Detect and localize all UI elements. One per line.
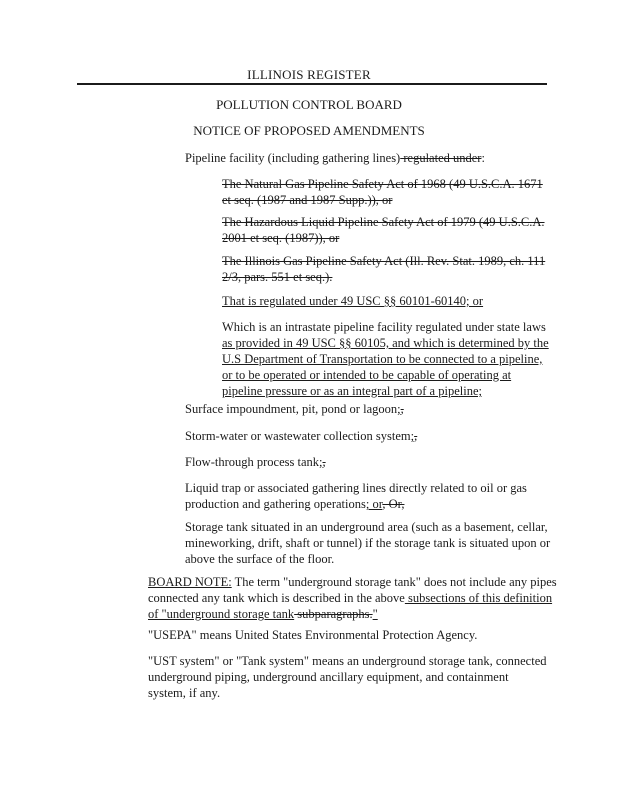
storm-deleted: , [414,429,418,443]
board-note-quote: " [372,607,378,621]
board-note-deleted: subparagraphs. [294,607,373,621]
surface-text: Surface impoundment, pit, pond or lagoon [185,402,398,416]
illinois-gas-act-deleted: The Illinois Gas Pipeline Safety Act (Ill. Rev. Stat. 1989, ch. 111 2/3, pars. 551 et seq.). [222,254,546,284]
usepa-text: "USEPA" means United States Environmental Protection Agency. [148,628,478,642]
intrastate-inserted: as provided in 49 USC §§ 60105, and which is determined by the U.S Department of Transportation to be connected to a pipeline, or to be operated or intended to be capable of operating at pipeline pressure or as an integral part of a pipeline; [222,336,549,398]
header-rule [77,83,547,85]
liquid-trap-item [185,480,530,512]
pipeline-deleted-item-2 [222,214,550,246]
storm-inserted: ; [410,429,415,443]
register-title: ILLINOIS REGISTER [247,67,371,82]
pipeline-intro [185,150,555,166]
pipeline-inserted-item-4 [222,293,550,309]
surface-impoundment-item [185,401,555,417]
board-note [148,574,560,622]
pipeline-deleted-item-3 [222,253,550,285]
flow-through-item [185,454,555,470]
board-note-text: The term "underground storage tank" does not include any pipes connected any tank which is described in the above [148,575,557,605]
flow-text: Flow-through process tank [185,455,320,469]
storage-tank-item [185,519,555,567]
natural-gas-act-deleted: The Natural Gas Pipeline Safety Act of 1968 (49 U.S.C.A. 1671 et seq. (1987 and 1987 Supp.)), or [222,177,543,207]
surface-deleted: , [400,402,404,416]
storage-text: Storage tank situated in an underground area (such as a basement, cellar, mineworking, drift, shaft or tunnel) if the storage tank is situated upon or above the surface of the floor. [185,520,551,566]
board-name: POLLUTION CONTROL BOARD [216,97,402,112]
usc-60101-inserted: That is regulated under 49 USC §§ 60101-60140; or [222,294,484,308]
storm-text: Storm-water or wastewater collection system [185,429,411,443]
pipeline-intro-text: Pipeline facility (including gathering lines) [185,151,401,165]
flow-inserted: ; [319,455,323,469]
storm-water-item [185,428,555,444]
flow-deleted: , [322,455,326,469]
notice-title: NOTICE OF PROPOSED AMENDMENTS [193,123,425,138]
surface-inserted: ; [397,402,401,416]
board-note-inserted: subsections of this definition of "underground storage tank [148,591,553,621]
pipeline-intro-deleted: regulated under [400,151,482,165]
ust-text: "UST system" or "Tank system" means an underground storage tank, connected underground piping, underground ancillary equipment, and containment system, if any. [148,654,547,700]
ust-system-definition [148,653,548,701]
liquid-deleted: , Or, [382,497,405,511]
hazardous-liquid-act-deleted: The Hazardous Liquid Pipeline Safety Act of 1979 (49 U.S.C.A. 2001 et seq. (1987)), or [222,215,545,245]
board-note-label: BOARD NOTE: [148,575,232,589]
pipeline-item-5 [222,319,554,399]
pipeline-deleted-item-1 [222,176,550,208]
liquid-inserted: ; or [365,497,383,511]
liquid-text: Liquid trap or associated gathering lines directly related to oil or gas production and gathering operations [185,481,527,511]
intrastate-text: Which is an intrastate pipeline facility regulated under state laws [222,320,546,334]
usepa-definition [148,627,558,643]
pipeline-intro-colon: : [481,151,485,165]
